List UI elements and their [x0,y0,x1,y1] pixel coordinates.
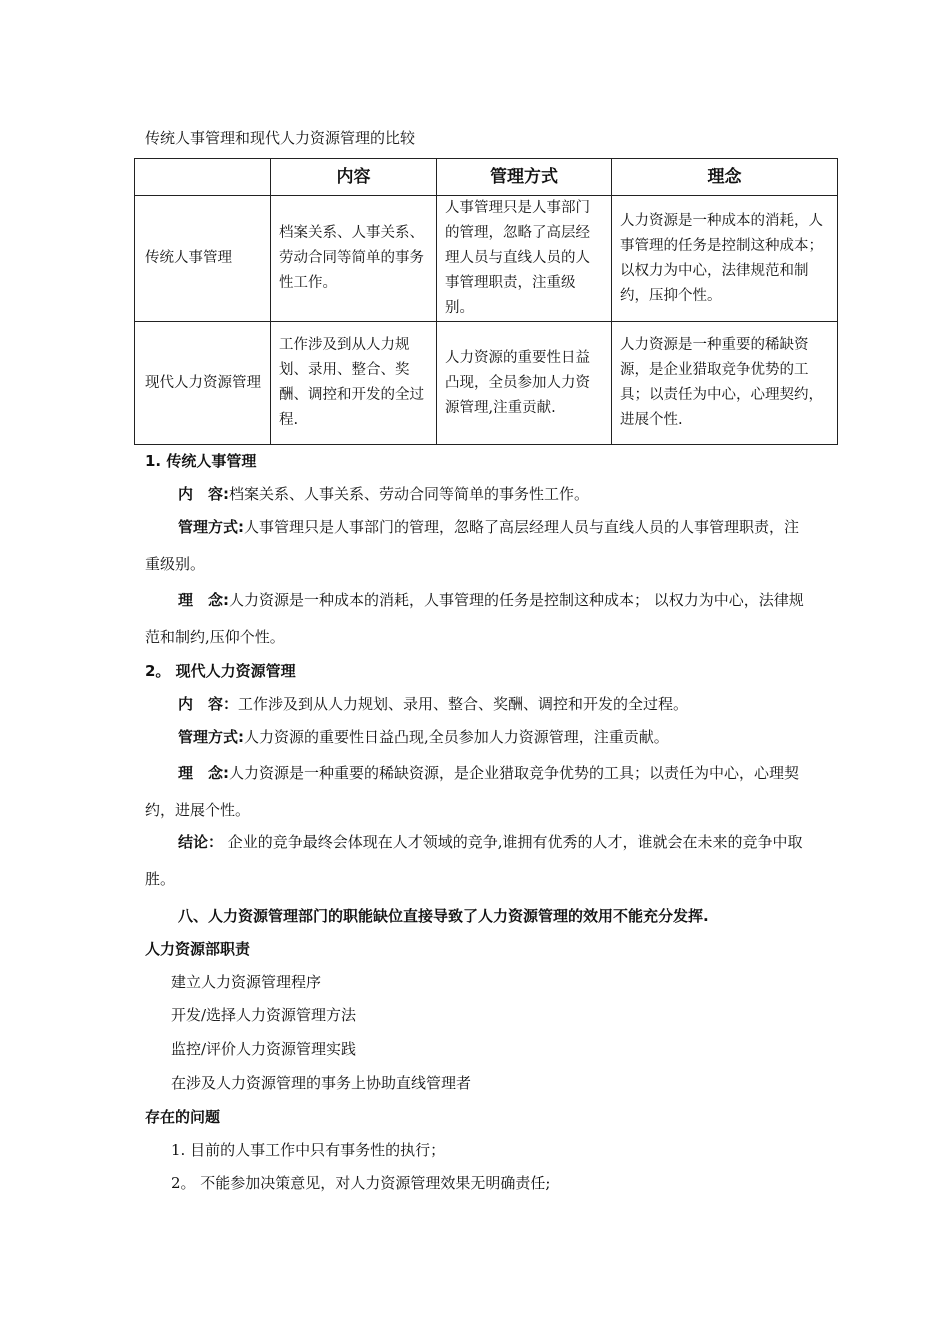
header-cell-method: 管理方式 [437,159,612,196]
comparison-table [134,158,838,445]
section2-method-text: 人力资源的重要性日益凸现,全员参加人力资源管理，注重贡献。 [244,728,669,746]
section1-concept-label: 理 念: [178,591,229,609]
section2-content-text: 工作涉及到从人力规划、录用、整合、奖酬、调控和开发的全过程。 [238,695,689,713]
row-label-traditional: 传统人事管理 [135,196,271,322]
section2-content-label: 内 容： [178,695,239,713]
section1-content-text: 档案关系、人事关系、劳动合同等简单的事务性工作。 [229,485,590,503]
cell-content: 档案关系、人事关系、劳动合同等简单的事务性工作。 [271,196,437,322]
section1-method-text: 人事管理只是人事部门的管理，忽略了高层经理人员与直线人员的人事管理职责，注重级别。 [145,518,800,573]
problems-title: 存在的问题 [145,1108,221,1126]
header-cell-concept: 理念 [612,159,838,196]
section2-content [145,686,810,723]
cell-content: 工作涉及到从人力规划、录用、整合、奖酬、调控和开发的全过程. [271,322,437,445]
header-cell-content: 内容 [271,159,437,196]
list-item: 监控/评价人力资源管理实践 [171,1040,357,1058]
section1-method-label: 管理方式: [178,518,244,536]
table-caption: 传统人事管理和现代人力资源管理的比较 [145,129,416,147]
list-item: 2。 不能参加决策意见，对人力资源管理效果无明确责任; [171,1174,551,1192]
section1-method [145,509,810,583]
cell-method: 人事管理只是人事部门的管理，忽略了高层经理人员与直线人员的人事管理职责，注重级别。 [437,196,612,322]
duties-title: 人力资源部职责 [145,940,251,958]
section2-conclusion-label: 结论： [178,833,224,851]
list-item: 1. 目前的人事工作中只有事务性的执行； [171,1141,446,1159]
section2-conclusion-text: 企业的竞争最终会体现在人才领域的竞争,谁拥有优秀的人才，谁就会在未来的竞争中取胜。 [145,833,803,888]
section2-method-label: 管理方式: [178,728,244,746]
table-header-row [135,159,838,196]
section1-title: 1. 传统人事管理 [145,452,257,470]
heading-eight: 八、人力资源管理部门的职能缺位直接导致了人力资源管理的效用不能充分发挥. [178,907,709,925]
section1-concept [145,582,810,656]
cell-concept: 人力资源是一种重要的稀缺资源，是企业猎取竞争优势的工具；以责任为中心，心理契约，进展个性. [612,322,838,445]
list-item: 开发/选择人力资源管理方法 [171,1006,357,1024]
section2-concept-label: 理 念: [178,764,229,782]
section2-concept-text: 人力资源是一种重要的稀缺资源，是企业猎取竞争优势的工具；以责任为中心，心理契约，进展个性。 [145,764,800,819]
section1-concept-text: 人力资源是一种成本的消耗，人事管理的任务是控制这种成本； 以权力为中心，法律规范和制约,压仰个性。 [145,591,804,646]
section2-title: 2。 现代人力资源管理 [145,662,296,680]
table-row [135,196,838,322]
row-label-modern: 现代人力资源管理 [135,322,271,445]
cell-concept: 人力资源是一种成本的消耗，人事管理的任务是控制这种成本； 以权力为中心，法律规范和制约，压抑个性。 [612,196,838,322]
section2-method [145,719,810,756]
list-item: 在涉及人力资源管理的事务上协助直线管理者 [171,1074,472,1092]
section2-conclusion [145,824,810,898]
section1-content-label: 内 容: [178,485,229,503]
cell-method: 人力资源的重要性日益凸现，全员参加人力资源管理,注重贡献. [437,322,612,445]
table-row [135,322,838,445]
section2-concept [145,755,810,829]
header-cell-empty [135,159,271,196]
section1-content [145,476,810,513]
list-item: 建立人力资源管理程序 [171,973,322,991]
